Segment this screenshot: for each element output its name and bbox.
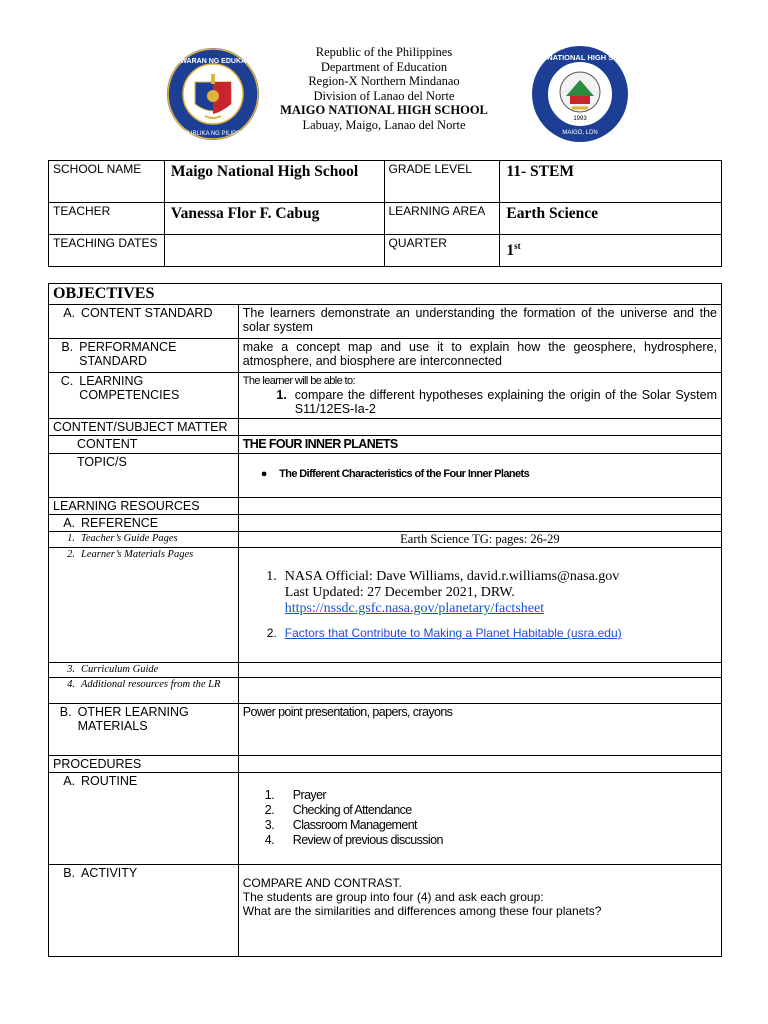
list-item: 3. Classroom Management <box>264 818 417 832</box>
resources-heading: LEARNING RESOURCES <box>49 498 239 515</box>
competencies-label: C. LEARNING COMPETENCIES <box>49 373 239 419</box>
school-name-heading: MAIGO NATIONAL HIGH SCHOOL <box>280 103 488 117</box>
svg-text:KAGAWARAN NG EDUKASYON: KAGAWARAN NG EDUKASYON <box>160 58 266 65</box>
topic-label: TOPIC/S <box>49 454 239 498</box>
grade-value: 11- STEM <box>500 161 722 203</box>
procedures-heading: PROCEDURES <box>49 756 239 773</box>
content-standard-value: The learners demonstrate an understanding the formation of the universe and the solar system <box>238 305 721 339</box>
school-address: Labuay, Maigo, Lanao del Norte <box>302 117 466 132</box>
lm-value: 1. NASA Official: Dave Williams, david.r.williams@nasa.gov Last Updated: 27 December 2021, DRW. https://nssdc.gsfc.nasa.gov/planetary/factsheet 2. Factors that Contribute to Making a Planet Habitable (usra.edu) <box>238 548 721 663</box>
teacher-value: Vanessa Flor F. Cabug <box>164 203 384 235</box>
activity-label: B. ACTIVITY <box>49 865 239 957</box>
nasa-factsheet-link[interactable]: https://nssdc.gsfc.nasa.gov/planetary/factsheet <box>284 601 545 616</box>
school-label: SCHOOL NAME <box>49 161 165 203</box>
additional-label: 4. Additional resources from the LR <box>49 678 239 704</box>
tg-value: Earth Science TG: pages: 26-29 <box>238 532 721 548</box>
lm-label: 2. Learner’s Materials Pages <box>49 548 239 663</box>
routine-label: A. ROUTINE <box>49 773 239 865</box>
performance-standard-value: make a concept map and use it to explain how the geosphere, hydrosphere, atmosphere, and biosphere are interconnected <box>238 339 721 373</box>
reference-label: A. REFERENCE <box>49 515 239 532</box>
quarter-value: 1st <box>500 235 722 267</box>
dates-label: TEACHING DATES <box>49 235 165 267</box>
header-line: Department of Education <box>320 59 448 74</box>
activity-value: COMPARE AND CONTRAST. The students are group into four (4) and ask each group: What are the similarities and differences among these four planets? <box>238 865 721 957</box>
header-line: Republic of the Philippines <box>315 45 453 59</box>
routine-list <box>238 773 721 865</box>
competencies-value: The learner will be able to: 1. compare the different hypotheses explaining the origin of the Solar System S11/12ES-Ia-2 <box>238 373 721 419</box>
content-standard-label: A. CONTENT STANDARD <box>49 305 239 339</box>
header-line: Division of Lanao del Norte <box>313 88 455 103</box>
other-materials-value: Power point presentation, papers, crayons <box>238 704 721 756</box>
performance-standard-label: B. PERFORMANCE STANDARD <box>49 339 239 373</box>
tg-label: 1. Teacher’s Guide Pages <box>49 532 239 548</box>
grade-label: GRADE LEVEL <box>384 161 500 203</box>
list-item: 2. Checking of Attendance <box>264 803 412 817</box>
school-value: Maigo National High School <box>164 161 384 203</box>
habitable-planet-link[interactable]: Factors that Contribute to Making a Planet Habitable (usra.edu) <box>284 626 622 640</box>
area-label: LEARNING AREA <box>384 203 500 235</box>
content-matter-heading: CONTENT/SUBJECT MATTER <box>49 419 239 436</box>
svg-text:1993: 1993 <box>573 116 587 122</box>
list-item: 4. Review of previous discussion <box>264 833 443 847</box>
objectives-heading: OBJECTIVES <box>49 284 722 305</box>
content-label: CONTENT <box>49 436 239 454</box>
cg-label: 3. Curriculum Guide <box>49 663 239 678</box>
other-materials-label: B. OTHER LEARNING MATERIALS <box>49 704 239 756</box>
dates-value <box>164 235 384 267</box>
svg-text:MAIGO NATIONAL HIGH SCHOOL: MAIGO NATIONAL HIGH SCHOOL <box>519 53 641 62</box>
svg-text:REPUBLIKA NG PILIPINAS: REPUBLIKA NG PILIPINAS <box>175 131 251 137</box>
quarter-label: QUARTER <box>384 235 500 267</box>
content-value: THE FOUR INNER PLANETS <box>238 436 721 454</box>
header-block <box>0 45 768 132</box>
svg-text:MAIGO, LDN: MAIGO, LDN <box>562 130 598 136</box>
teacher-label: TEACHER <box>49 203 165 235</box>
area-value: Earth Science <box>500 203 722 235</box>
list-item: 1. Prayer <box>264 788 326 802</box>
topic-value: ● The Different Characteristics of the Four Inner Planets <box>238 454 721 498</box>
info-table <box>48 160 722 267</box>
header-line: Region-X Northern Mindanao <box>308 74 460 88</box>
lesson-plan-table <box>48 283 722 957</box>
